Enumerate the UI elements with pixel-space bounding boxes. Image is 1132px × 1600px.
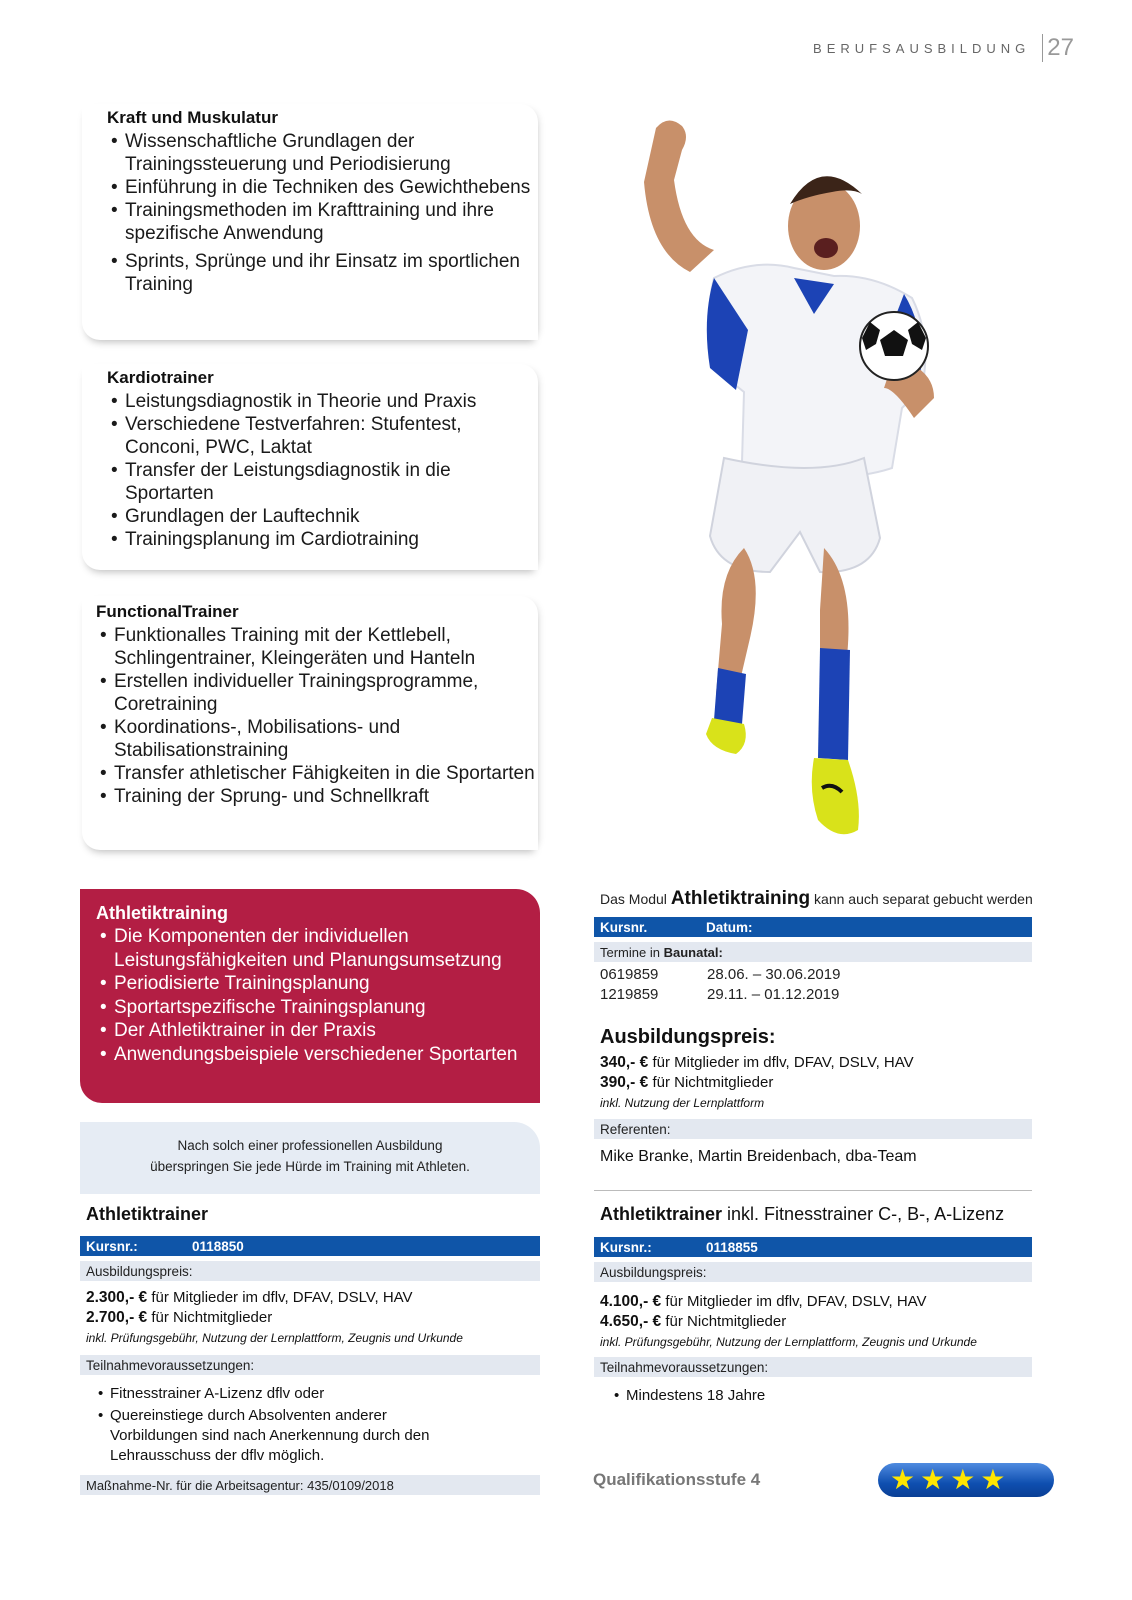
termine-row — [594, 942, 1032, 962]
kursnr-bar-left — [80, 1236, 540, 1256]
table-row — [600, 986, 839, 1003]
list-item: • Training der Sprung- und Schnellkraft — [96, 785, 538, 808]
termine-ort: Baunatal: — [663, 944, 723, 960]
quote-box — [80, 1122, 540, 1194]
course-price-left — [86, 1288, 463, 1348]
kursnr-value: 0118855 — [706, 1239, 758, 1255]
card-list — [96, 925, 540, 1066]
kursnr-cell: 1219859 — [600, 986, 659, 1003]
page-header — [813, 34, 1074, 62]
price-note: inkl. Prüfungsgebühr, Nutzung der Lernplattform, Zeugnis und Urkunde — [600, 1335, 977, 1349]
module-price — [600, 1053, 914, 1113]
price-member-text: für Mitglieder im dflv, DFAV, DSLV, HAV — [665, 1293, 927, 1310]
course-title: Athletiktrainer — [600, 1204, 723, 1224]
price-member: 4.100,- € — [600, 1293, 662, 1310]
kursnr-label: Kursnr.: — [86, 1238, 138, 1254]
section-title: BERUFSAUSBILDUNG — [813, 40, 1031, 56]
qualification-label: Qualifikationsstufe 4 — [593, 1470, 761, 1489]
star-icon: ★ — [920, 1464, 946, 1495]
price-non-text: für Nichtmitglieder — [652, 1074, 774, 1091]
referenten: Mike Branke, Martin Breidenbach, dba-Team — [600, 1148, 917, 1165]
col-kursnr: Kursnr. — [600, 919, 648, 935]
list-item: • Verschiedene Testverfahren: Stufentest, Conconi, PWC, Laktat — [107, 413, 538, 459]
kursnr-cell: 0619859 — [600, 966, 659, 983]
soccer-player-photo — [594, 108, 1032, 860]
quote-line: überspringen Sie jede Hürde im Training mit Athleten. — [150, 1159, 470, 1174]
list-item: • Sprints, Sprünge und ihr Einsatz im sportlichen Training — [107, 250, 538, 296]
datum-cell: 28.06. – 30.06.2019 — [707, 966, 841, 983]
list-item: • Wissenschaftliche Grundlagen der Trainingssteuerung und Periodisierung — [107, 130, 538, 176]
price-member: 340,- € — [600, 1054, 649, 1071]
price-note: inkl. Prüfungsgebühr, Nutzung der Lernplattform, Zeugnis und Urkunde — [86, 1331, 463, 1345]
kursnr-bar-right — [594, 1237, 1032, 1257]
requirements-right — [612, 1386, 912, 1408]
course-title-right — [600, 1204, 1004, 1225]
kursnr-label: Kursnr.: — [600, 1239, 652, 1255]
star-icon: ★ — [890, 1464, 916, 1495]
module-suffix: kann auch separat gebucht werden — [814, 891, 1033, 907]
star-icon: ★ — [950, 1464, 976, 1495]
card-title: Kardiotrainer — [107, 368, 214, 387]
list-item: • Periodisierte Trainingsplanung — [96, 972, 540, 996]
list-item: • Funktionalles Training mit der Kettlebell, Schlingentrainer, Kleingeräten und Hanteln — [96, 624, 538, 670]
qualification-stars — [878, 1463, 1054, 1497]
price-label-right: Ausbildungspreis: — [594, 1262, 1032, 1282]
price-heading: Ausbildungspreis: — [600, 1026, 776, 1048]
list-item: • Transfer der Leistungsdiagnostik in die Sportarten — [107, 459, 538, 505]
soccer-player-illustration — [594, 108, 1032, 860]
list-item: • Einführung in die Techniken des Gewichthebens — [107, 176, 538, 199]
massnahme: Maßnahme-Nr. für die Arbeitsagentur: 435/0109/2018 — [80, 1475, 540, 1495]
price-non-text: für Nichtmitglieder — [665, 1313, 787, 1330]
course-price-right — [600, 1292, 977, 1352]
module-prefix: Das Modul — [600, 891, 667, 907]
card-functional-trainer — [82, 596, 538, 850]
course-title-suffix: inkl. Fitnesstrainer C-, B-, A-Lizenz — [727, 1204, 1005, 1224]
req-label-right: Teilnahmevoraussetzungen: — [594, 1357, 1032, 1377]
card-title: Kraft und Muskulatur — [107, 108, 278, 127]
card-kraft-und-muskulatur — [82, 104, 538, 340]
list-item: • Leistungsdiagnostik in Theorie und Praxis — [107, 390, 538, 413]
price-member-text: für Mitglieder im dflv, DFAV, DSLV, HAV — [652, 1054, 914, 1071]
price-note: inkl. Nutzung der Lernplattform — [600, 1096, 765, 1110]
list-item: • Grundlagen der Lauftechnik — [107, 505, 538, 528]
list-item: • Transfer athletischer Fähigkeiten in die Sportarten — [96, 762, 538, 785]
list-item: • Sportartspezifische Trainingsplanung — [96, 996, 540, 1020]
referenten-label: Referenten: — [594, 1119, 1032, 1139]
col-datum: Datum: — [706, 919, 753, 935]
card-list — [96, 624, 538, 808]
quote-line: Nach solch einer professionellen Ausbildung — [177, 1138, 443, 1153]
price-non-member: 390,- € — [600, 1074, 649, 1091]
dates-table-header — [594, 917, 1032, 937]
card-title: Athletiktraining — [96, 903, 229, 923]
page-number: 27 — [1047, 34, 1074, 61]
termine-prefix: Termine in — [600, 944, 660, 960]
datum-cell: 29.11. – 01.12.2019 — [707, 986, 840, 1003]
header-divider — [1042, 34, 1043, 62]
star-icon: ★ — [980, 1464, 1006, 1495]
list-item: • Trainingsmethoden im Krafttraining und ihre spezifische Anwendung — [107, 199, 538, 245]
list-item: • Mindestens 18 Jahre — [612, 1386, 912, 1406]
list-item: • Erstellen individueller Trainingsprogramme, Coretraining — [96, 670, 538, 716]
card-list — [107, 130, 538, 296]
list-item: • Koordinations-, Mobilisations- und Stabilisationstraining — [96, 716, 538, 762]
list-item: • Fitnesstrainer A-Lizenz dflv oder — [96, 1384, 446, 1404]
card-title: FunctionalTrainer — [96, 602, 239, 621]
list-item: • Die Komponenten der individuellen Leistungsfähigkeiten und Planungsumsetzung — [96, 925, 540, 972]
price-non-member: 2.700,- € — [86, 1309, 148, 1326]
price-non-text: für Nichtmitglieder — [151, 1309, 273, 1326]
course-title-left: Athletiktrainer — [86, 1204, 209, 1224]
kursnr-value: 0118850 — [192, 1238, 244, 1254]
price-non-member: 4.650,- € — [600, 1313, 662, 1330]
table-row — [600, 966, 840, 983]
module-name: Athletiktraining — [670, 888, 811, 909]
card-kardiotrainer — [82, 364, 538, 570]
module-note — [600, 888, 1033, 910]
requirements-left — [96, 1384, 446, 1468]
list-item: • Anwendungsbeispiele verschiedener Sportarten — [96, 1043, 540, 1067]
card-athletiktraining — [80, 889, 540, 1103]
price-member-text: für Mitglieder im dflv, DFAV, DSLV, HAV — [151, 1289, 413, 1306]
list-item: • Der Athletiktrainer in der Praxis — [96, 1019, 540, 1043]
list-item: • Trainingsplanung im Cardiotraining — [107, 528, 538, 551]
section-divider — [594, 1190, 1032, 1191]
price-member: 2.300,- € — [86, 1289, 148, 1306]
list-item: • Quereinstiege durch Absolventen anderer Vorbildungen sind nach Anerkennung durch den Lehrausschuss der dflv möglich. — [96, 1406, 446, 1466]
price-label-left: Ausbildungspreis: — [80, 1261, 540, 1281]
card-list — [107, 390, 538, 551]
req-label-left: Teilnahmevoraussetzungen: — [80, 1355, 540, 1375]
